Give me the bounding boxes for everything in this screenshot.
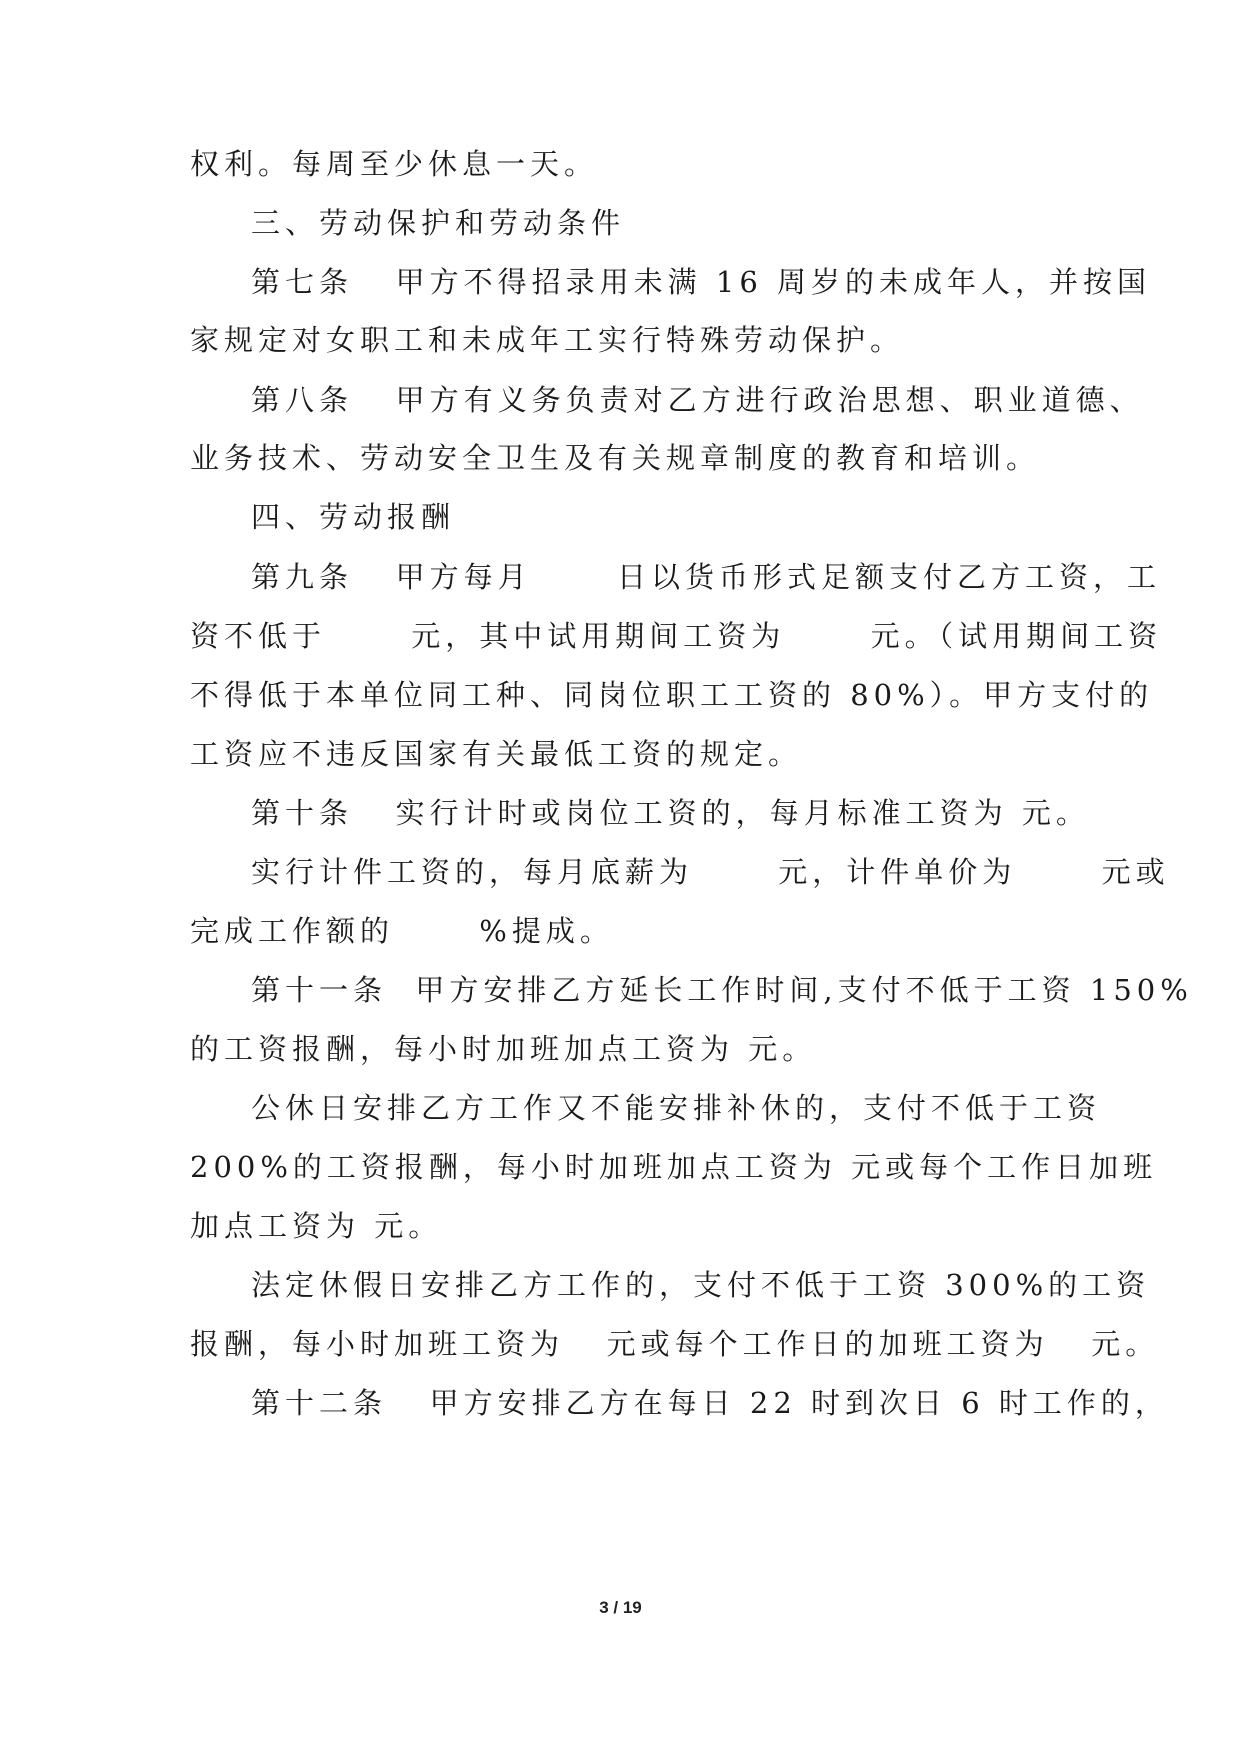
article-7-line-1: 第七条 甲方不得招录用未满 16 周岁的未成年人，并按国 bbox=[251, 265, 1151, 299]
article-11-line-7: 报酬，每小时加班工资为 元或每个工作日的加班工资为 元。 bbox=[190, 1327, 1160, 1361]
article-10-line-2: 实行计件工资的，每月底薪为 元，计件单价为 元或 bbox=[251, 855, 1170, 889]
article-8-line-1: 第八条 甲方有义务负责对乙方进行政治思想、职业道德、 bbox=[251, 383, 1144, 417]
section-heading: 三、劳动保护和劳动条件 bbox=[251, 206, 626, 240]
body-line: 权利。每周至少休息一天。 bbox=[190, 147, 599, 181]
article-11-line-2: 的工资报酬，每小时加班加点工资为 元。 bbox=[190, 1032, 817, 1066]
article-9-line-3: 不得低于本单位同工种、同岗位职工工资的 80%）。甲方支付的 bbox=[190, 678, 1154, 712]
article-12-line-1: 第十二条 甲方安排乙方在每日 22 时到次日 6 时工作的， bbox=[251, 1386, 1169, 1420]
article-9-line-2: 资不低于 元，其中试用期间工资为 元。（试用期间工资 bbox=[190, 619, 1163, 653]
article-9-line-1: 第九条 甲方每月 日以货币形式足额支付乙方工资，工 bbox=[251, 560, 1161, 594]
article-9-line-4: 工资应不违反国家有关最低工资的规定。 bbox=[190, 737, 803, 771]
article-11-line-1: 第十一条 甲方安排乙方延长工作时间,支付不低于工资 150% bbox=[251, 973, 1193, 1007]
article-10-line-3: 完成工作额的 %提成。 bbox=[190, 914, 614, 948]
page-number: 3 / 19 bbox=[599, 1598, 642, 1617]
article-7-line-2: 家规定对女职工和未成年工实行特殊劳动保护。 bbox=[190, 323, 905, 357]
article-11-line-3: 公休日安排乙方工作又不能安排补休的，支付不低于工资 bbox=[251, 1091, 1102, 1125]
article-8-line-2: 业务技术、劳动安全卫生及有关规章制度的教育和培训。 bbox=[190, 441, 1041, 475]
article-10-line-1: 第十条 实行计时或岗位工资的，每月标准工资为 元。 bbox=[251, 796, 1090, 830]
section-heading: 四、劳动报酬 bbox=[251, 500, 456, 534]
article-11-line-4: 200%的工资报酬，每小时加班加点工资为 元或每个工作日加班 bbox=[190, 1150, 1158, 1184]
article-11-line-6: 法定休假日安排乙方工作的，支付不低于工资 300%的工资 bbox=[251, 1268, 1151, 1302]
article-11-line-5: 加点工资为 元。 bbox=[190, 1209, 443, 1243]
